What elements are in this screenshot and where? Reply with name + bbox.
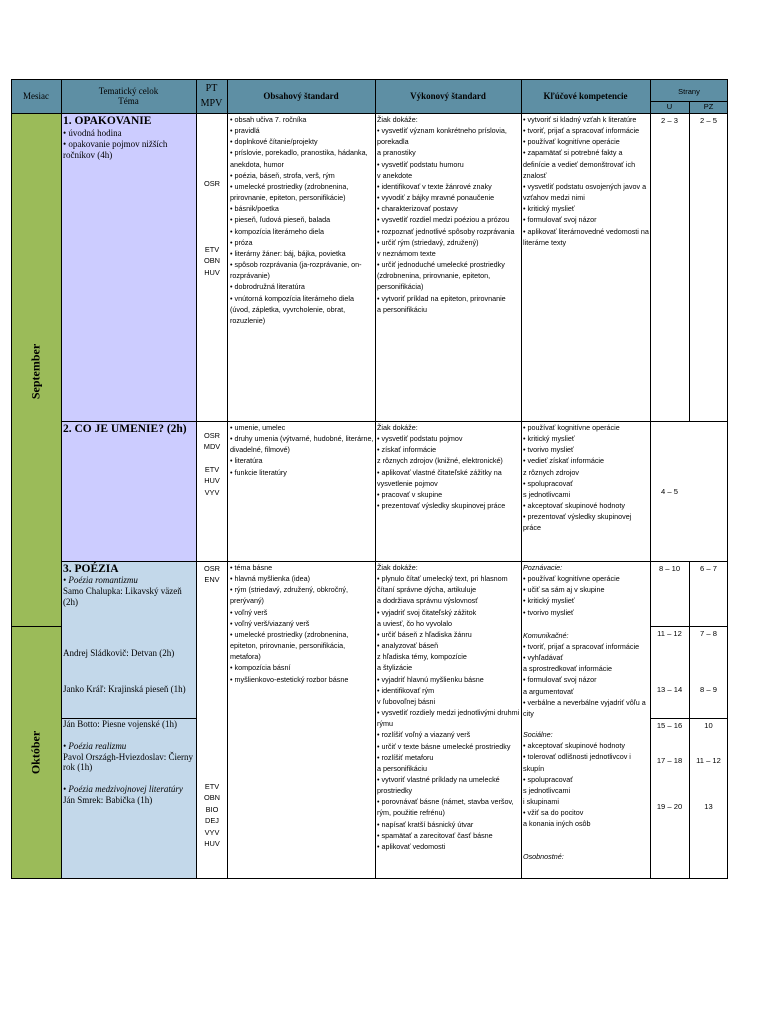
header-klucove-label: Kľúčové kompetencie (543, 90, 628, 101)
row1-title: 1. OPAKOVANIE (63, 115, 152, 127)
row3-page-u-6: 19 – 20 (656, 802, 683, 811)
header-u (650, 101, 689, 113)
row3-sub9: Ján Smrek: Babička (1h) (63, 794, 153, 805)
row1-vykon: Žiak dokáže: • vysvetliť význam konkrétneho príslovia, porekadla a pranostiky • vysvetliť podstatu humoru v anekdote • identifikovať v texte žánrové znaky • vyvodiť z bájky mravné ponaučenie • charakterizovať postavy • vysvetliť rozdiel medzi poéziou a prózou • rozpoznať jednotlivé spôsoby rozprávania • určiť rým (striedavý, združený) v neznámom texte • určiť jednoduché umelecké prostriedky (zdrobnenina, prirovnanie, epiteton, personifikácia) • vytvoriť príklad na epiteton, prirovnanie a personifikáciu (377, 115, 515, 314)
row3-page-pz-1: 6 – 7 (700, 564, 717, 573)
row3-page-u-4: 15 – 16 (656, 721, 683, 730)
month-oktober: Október (28, 730, 43, 775)
row3-k-head3: Sociálne: (523, 730, 553, 740)
header-tema-line1: Tematický celok (98, 85, 159, 96)
row3-k-body1: • používať kognitívne operácie • učiť sa sám aj v skupine • kritický myslieť • tvorivo myslieť (523, 574, 620, 617)
row3-title: 3. POÉZIA (63, 563, 119, 575)
row3-sub8: • Poézia medzivojnovej literatúry (63, 784, 183, 795)
row3-pt-codes-a: OSR ENV (203, 564, 220, 585)
row3-k-head2: Komunikačné: (523, 630, 569, 640)
row1-obsah: • obsah učiva 7. ročníka • pravidlá • doplnkové čítanie/projekty • príslovie, porekadlo, pranostika, hádanka, anekdota, humor • poézia, báseň, strofa, verš, rým • umelecké prostriedky (zdrobnenina, prirovnanie, epiteton, personifikácie) • básnik/poetka • pieseň, ľudová pieseň, balada • kompozícia literárneho diela • próza • literárny žáner: báj, bájka, povietka • spôsob rozprávania (ja-rozprávanie, on-rozprávanie) • dobrodružná literatúra • vnútorná kompozícia literárneho diela (úvod, zápletka, vyvrcholenie, obrat, rozuzlenie) (230, 115, 368, 325)
row1-topic (63, 115, 194, 415)
header-strany (650, 82, 728, 102)
row3-page-u-5: 17 – 18 (656, 756, 683, 765)
row3-page-pz-2: 7 – 8 (700, 629, 717, 638)
header-mesiac-label: Mesiac (23, 90, 49, 101)
row1-subtopics: • úvodná hodina • opakovanie pojmov nižších ročníkov (4h) (63, 128, 168, 160)
header-strany-label: Strany (678, 86, 700, 96)
row2-page-u: 4 – 5 (661, 487, 678, 496)
row2-obsah: • umenie, umelec • druhy umenia (výtvarné, hudobné, literárne, divadelné, filmové) • literatúra • funkcie literatúry (230, 423, 374, 477)
row3-topic-lower (63, 719, 194, 806)
row1-page-u: 2 – 3 (661, 116, 678, 125)
row3-page-u-3: 13 – 14 (656, 685, 683, 694)
header-obsahovy-label: Obsahový štandard (263, 90, 339, 101)
topic-cell-umenie (61, 421, 196, 561)
row3-sub6: • Poézia realizmu (63, 740, 127, 751)
row3-sub4: Janko Kráľ: Krajinská pieseň (1h) (63, 684, 186, 694)
row2-vykon: Žiak dokáže: • vysvetliť podstatu pojmov • získať informácie z rôznych zdrojov (knižné, elektronické) • aplikovať vlastné čitateľské zážitky na vysvetlenie pojmov • pracovať v skupine • prezentovať výsledky skupinovej práce (377, 423, 506, 511)
row3-sub5: Ján Botto: Piesne vojenské (1h) (63, 719, 177, 729)
row3-sub3: Andrej Sládkovič: Detvan (2h) (63, 648, 175, 658)
row3-vykon: Žiak dokáže: • plynulo čítať umelecký text, pri hlasnom čítaní správne dýcha, artikuluje a dodržiava správnu výslovnosť • vyjadriť svoj čitateľský zážitok a uviesť, čo ho vyvolalo • určiť báseň z hľadiska žánru • analyzovať báseň z hľadiska témy, kompozície a štylizácie • vyjadriť hlavnú myšlienku básne • identifikovať rým v ľubovoľnej básni • vysvetliť rozdiely medzi jednotlivými druhmi rýmu • rozlíšiť voľný a viazaný verš • určiť v texte básne umelecké prostriedky • rozlíšiť metaforu a personifikáciu • vytvoriť vlastné príklady na umelecké prostriedky • porovnávať básne (námet, stavba veršov, rým, použitie refrénu) • napísať kratší básnický útvar • spamätať a zarecitovať časť básne • aplikovať vedomosti (377, 563, 520, 851)
row3-sub2: Samo Chalupka: Likavský väzeň (2h) (63, 585, 182, 607)
row2-topic (63, 423, 194, 435)
header-pz (689, 101, 728, 113)
row3-page-pz-4: 10 (704, 721, 713, 730)
header-vykonovy-label: Výkonový štandard (410, 90, 486, 101)
header-tema-line2: Téma (118, 96, 139, 106)
header-pt-label: PT (205, 82, 218, 94)
row3-topic (63, 563, 194, 607)
header-obsahovy (227, 79, 375, 113)
row2-title: 2. CO JE UMENIE? (2h) (63, 423, 187, 435)
header-tema (61, 79, 196, 113)
row3-page-u-2: 11 – 12 (657, 629, 682, 638)
row2-klucove: • používať kognitívne operácie • kritický myslieť • tvorivo myslieť • vedieť získať informácie z rôznych zdrojov • spolupracovať s jednotlivcami • akceptovať skupinové hodnoty • prezentovať výsledky skupinovej práce (523, 423, 632, 533)
row3-page-pz-3: 8 – 9 (700, 685, 717, 694)
row3-obsah: • téma básne • hlavná myšlienka (idea) • rým (striedavý, združený, obkročný, prerývaný) • voľný verš • voľný verš/viazaný verš • umelecké prostriedky (zdrobnenina, epiteton, prirovnanie, personifikácia, metafora) • kompozícia básní • myšlienkovo-estetický rozbor básne (230, 563, 349, 684)
row3-k-head1: Poznávacie: (523, 563, 563, 572)
row1-pt-codes-b: ETV OBN HUV (203, 245, 220, 277)
header-mesiac (11, 79, 61, 113)
header-u-label: U (666, 101, 673, 111)
row3-page-pz-5: 11 – 12 (696, 756, 721, 765)
header-mpv-label: MPV (200, 98, 223, 109)
row2-pt-codes-a: OSR MDV (203, 431, 221, 452)
row3-sub7: Pavol Országh-Hviezdoslav: Čierny rok (1h) (63, 751, 193, 773)
row2-pt-codes-b: ETV HUV VYV (204, 465, 220, 497)
header-pt (196, 79, 227, 113)
row1-page-pz: 2 – 5 (700, 116, 717, 125)
header-klucove (521, 79, 650, 113)
row3-sub1: • Poézia romantizmu (63, 575, 138, 585)
row1-pt-codes-a: OSR (203, 179, 220, 188)
row3-pt-codes-b: ETV OBN BIO DEJ VYV HUV (203, 782, 220, 849)
row3-k-head4: Osobnostné: (523, 852, 564, 862)
row3-klucove (523, 562, 649, 878)
month-september: September (28, 343, 43, 400)
row3-k-body3: • akceptovať skupinové hodnoty • tolerovať odlišnosti jednotlivcov i skupín • spolupracovať s jednotlivcami i skupinami • vžiť sa do pocitov a konania iných osôb (523, 741, 631, 829)
header-pz-label: PZ (703, 101, 714, 111)
row3-page-pz-6: 13 (704, 802, 713, 811)
row3-page-u-1: 8 – 10 (658, 564, 681, 573)
row1-klucove: • vytvoriť si kladný vzťah k literatúre • tvoriť, prijať a spracovať informácie • používať kognitívne operácie • zapamätať si potrebné fakty a definície a vedieť demonštrovať ich znalosť • vysvetliť podstatu osvojených javov a vzťahov medzi nimi • kritický myslieť • formulovať svoj názor • aplikovať literárnovedné vedomosti na literárne texty (523, 115, 649, 247)
row3-k-body2: • tvoriť, prijať a spracovať informácie • vyhľadávať a sprostredkovať informácie • formulovať svoj názor a argumentovať • verbálne a neverbálne vyjadriť vôľu a city (523, 641, 646, 718)
header-vykonovy (375, 79, 521, 113)
